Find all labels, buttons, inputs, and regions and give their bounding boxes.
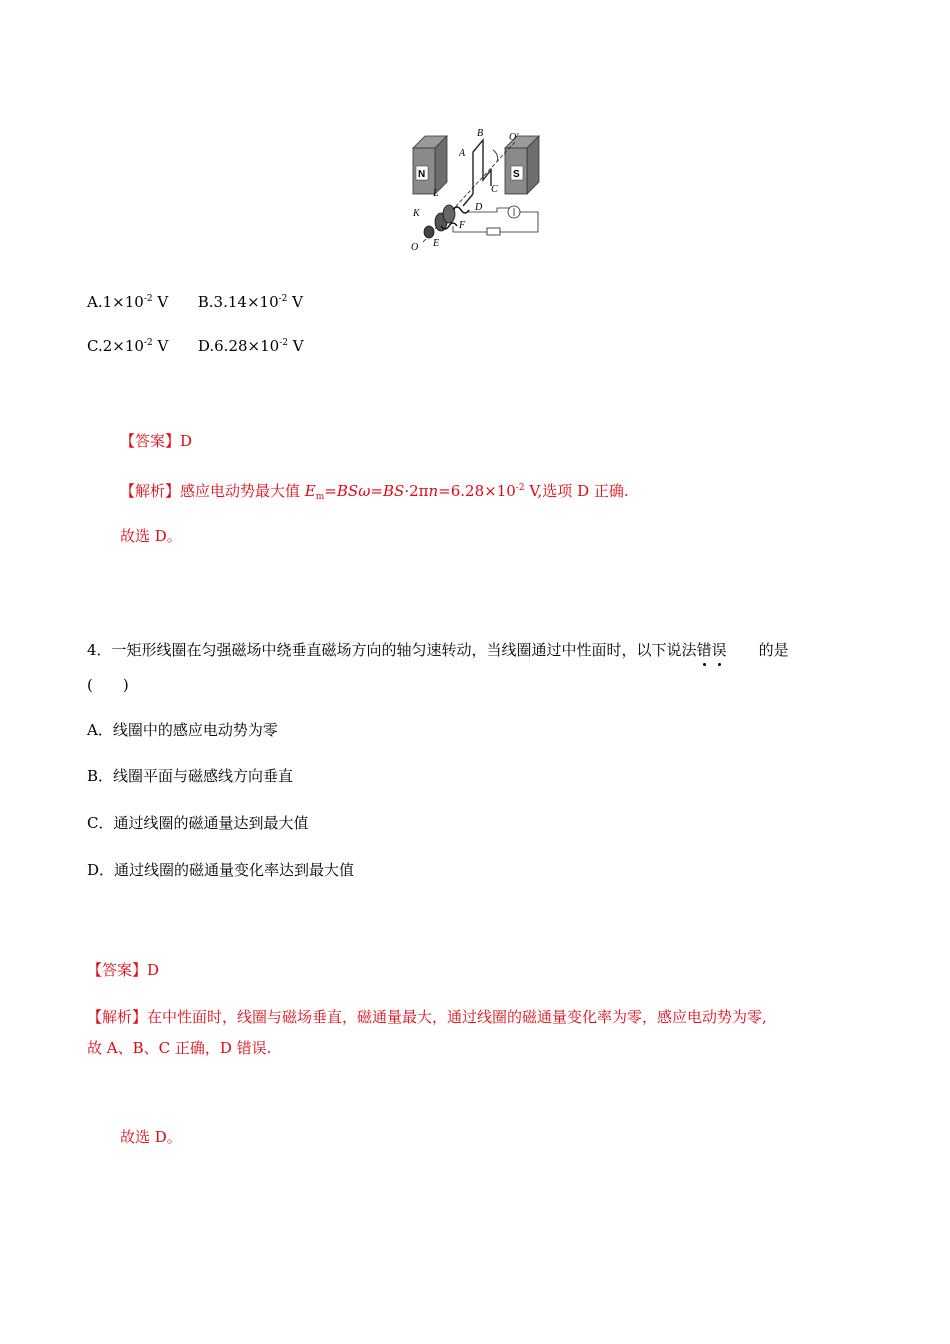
q3-option-row-1 [87, 292, 303, 312]
label-a: A [459, 148, 466, 159]
magnet-s [505, 136, 539, 194]
q3-option-d[interactable]: $D.6.28\times 10^{-2}$ V [197, 337, 304, 355]
q3-option-c[interactable]: $C.2\times 10^{-2}$ V [87, 337, 169, 355]
label-o-prime: O′ [509, 132, 519, 143]
label-l: L [433, 188, 439, 199]
q3-option-b[interactable]: $B.3.14\times 10^{-2}$ V [197, 293, 304, 311]
q3-answer: 【答案】D [120, 432, 193, 450]
label-s: S [513, 169, 520, 180]
q3-option-row-2 [87, 336, 304, 356]
q4-conclusion: 故选 D。 [120, 1128, 182, 1146]
magnet-n [413, 136, 447, 194]
q4-option-c[interactable]: C．通过线圈的磁通量达到最大值 [87, 814, 309, 832]
label-f: F [459, 220, 466, 231]
label-o: O [411, 242, 419, 253]
q3-analysis: 【解析】感应电动势最大值 $E_m=BS\omega=BS\cdot 2\pi n=6.28\times 10^{-2}$ V,选项 D 正确. [120, 482, 629, 502]
q4-analysis-line-2: 故 A、B、C 正确，D 错误. [87, 1039, 272, 1057]
label-n: N [418, 169, 426, 180]
label-d: D [475, 202, 483, 213]
q4-stem: 4．一矩形线圈在匀强磁场中绕垂直磁场方向的轴匀速转动，当线圈通过中性面时，以下说法错误 的是 [87, 641, 789, 659]
label-b: B [477, 128, 484, 139]
q4-option-d[interactable]: D．通过线圈的磁通量变化率达到最大值 [87, 861, 355, 879]
q4-paren: ( ) [87, 676, 129, 694]
external-circuit [453, 206, 538, 235]
label-k: K [413, 208, 420, 219]
q4-answer: 【答案】D [87, 961, 160, 979]
q4-option-b[interactable]: B．线圈平面与磁感线方向垂直 [87, 767, 294, 785]
generator-diagram [405, 124, 555, 254]
q3-option-a[interactable]: $A.1\times 10^{-2}$ V [87, 293, 169, 311]
q4-option-a[interactable]: A．线圈中的感应电动势为零 [87, 721, 278, 739]
q3-conclusion: 故选 D。 [120, 527, 182, 545]
label-e: E [433, 238, 440, 249]
q4-analysis-line-1: 【解析】在中性面时，线圈与磁场垂直，磁通量最大，通过线圈的磁通量变化率为零，感应电动势为零, [87, 1008, 767, 1026]
label-c: C [491, 184, 498, 195]
